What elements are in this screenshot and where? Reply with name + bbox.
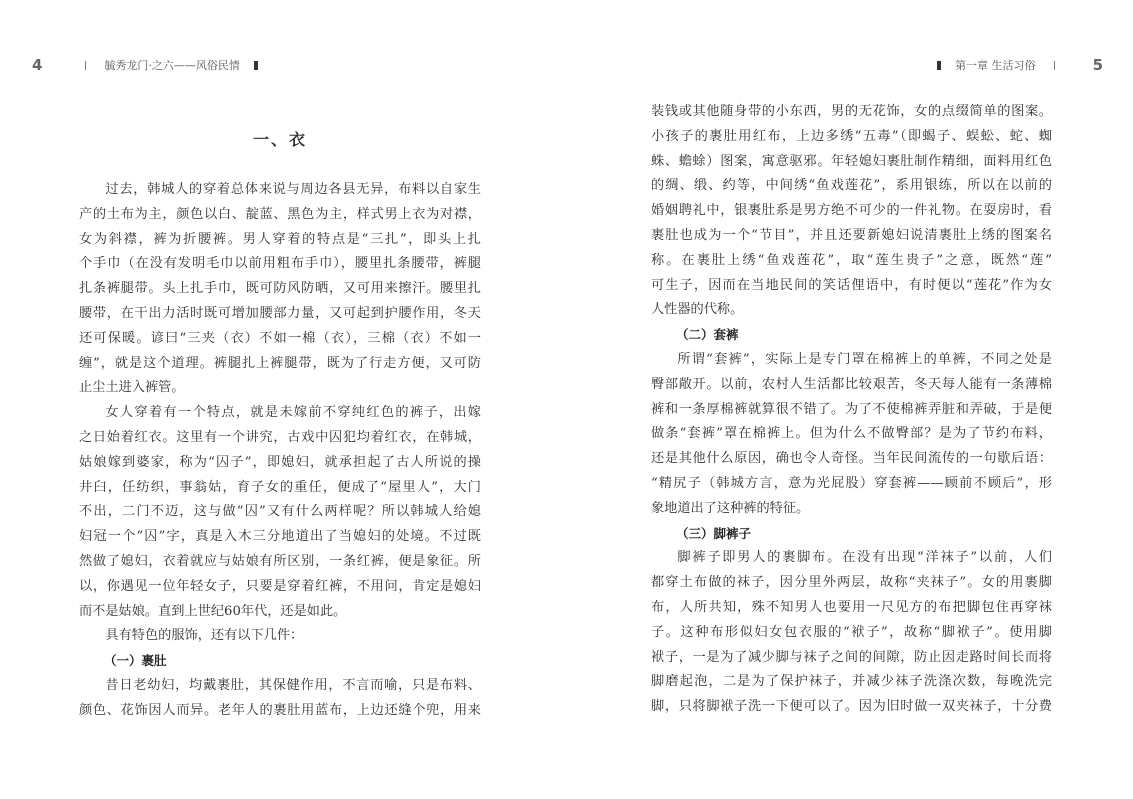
left-page-body bbox=[79, 100, 481, 724]
text-line: 裤和一条厚棉裤就算很不错了。为了不使棉裤弄脏和弄破，于是便 bbox=[651, 401, 1052, 417]
header-marker bbox=[937, 61, 941, 70]
text-line: 做条“套裤”罩在棉裤上。但为什么不做臀部？是为了节约布料， bbox=[651, 426, 1052, 442]
text-line: 脚磨起泡，二是为了保护袜子，并减少袜子洗涤次数，每晚洗完 bbox=[651, 674, 1052, 690]
subsection-heading: （二）套裤 bbox=[676, 327, 739, 343]
paragraph bbox=[651, 546, 1052, 720]
text-line: 扎条裤腿带。头上扎手巾，既可防风防晒，又可用来擦汗。腰里扎 bbox=[79, 281, 481, 297]
right-page-number: 5 bbox=[1092, 56, 1103, 74]
text-line: 可生子，因而在当地民间的笑话俚语中，有时便以“莲花”作为女 bbox=[651, 277, 1052, 293]
text-line: 蛛、蟾蜍）图案，寓意驱邪。年轻媳妇裹肚制作精细，面料用红色 bbox=[651, 153, 1052, 169]
text-line: 子。这种布形似妇女包衣服的“袱子”，故称“脚袱子”。使用脚 bbox=[651, 624, 1052, 640]
book-title: 毓秀龙门·之六——风俗民情 bbox=[104, 59, 240, 72]
text-line: 妇冠一个“囚”字，真是入木三分地道出了当媳妇的处境。不过既 bbox=[79, 529, 481, 545]
section-title: 一、衣 bbox=[252, 130, 307, 149]
paragraph bbox=[79, 178, 481, 401]
text-line: 不出，二门不迈，这与做“囚”又有什么两样呢？所以韩城人给媳 bbox=[79, 504, 481, 520]
right-page bbox=[566, 0, 1133, 799]
paragraph bbox=[651, 100, 1052, 323]
text-line: 裹肚也成为一个“节目”，并且还要新媳妇说清裹肚上绣的图案名 bbox=[651, 227, 1052, 243]
header-divider bbox=[85, 61, 86, 70]
text-line: 腰带，在干出力活时既可增加腰部力量，又可起到护腰作用，冬天 bbox=[79, 305, 481, 321]
paragraph bbox=[651, 348, 1052, 522]
text-line: 象地道出了这种裤的特征。 bbox=[651, 500, 810, 516]
text-line: 姑娘嫁到婆家，称为“囚子”，即媳妇，就承担起了古人所说的操 bbox=[79, 454, 481, 470]
paragraph bbox=[79, 674, 481, 724]
text-line: 脚，只将脚袱子洗一下便可以了。因为旧时做一双夹袜子，十分费 bbox=[651, 699, 1052, 715]
right-body-text bbox=[651, 100, 1052, 720]
text-line: 女人穿着有一个特点，就是未嫁前不穿纯红色的裤子，出嫁 bbox=[105, 405, 481, 421]
text-line: 然做了媳妇，衣着就应与姑娘有所区别，一条红裤，便是象征。所 bbox=[79, 553, 481, 569]
text-line: 装钱或其他随身带的小东西，男的无花饰，女的点缀简单的图案。 bbox=[651, 104, 1052, 119]
text-line: 具有特色的服饰，还有以下几件： bbox=[105, 628, 304, 644]
subsection-heading: （一）裹肚 bbox=[104, 653, 167, 669]
text-line: 井臼，任纺织，事翁姑，育子女的重任，便成了“屋里人”，大门 bbox=[79, 479, 481, 495]
text-line: 以，你遇见一位年轻女子，只要是穿着红裤，不用问，肯定是媳妇 bbox=[79, 578, 481, 594]
text-line: 所谓“套裤”，实际上是专门罩在棉裤上的单裤，不同之处是 bbox=[677, 351, 1052, 367]
text-line: 还可保暖。谚曰“三夹（衣）不如一棉（衣），三棉（衣）不如一 bbox=[79, 330, 481, 346]
text-line: 都穿土布做的袜子，因分里外两层，故称“夹袜子”。女的用裹脚 bbox=[651, 575, 1052, 591]
paragraph bbox=[79, 401, 481, 624]
text-line: 产的土布为主，颜色以白、靛蓝、黑色为主，样式男上衣为对襟， bbox=[79, 206, 481, 222]
text-line: 过去，韩城人的穿着总体来说与周边各县无异，布料以自家生 bbox=[105, 182, 481, 197]
text-line: 的绸、缎、约等，中间绣“鱼戏莲花”，系用银练，所以在以前的 bbox=[651, 178, 1052, 194]
text-line: 臀部敞开。以前，农村人生活都比较艰苦，冬天每人能有一条薄棉 bbox=[651, 376, 1052, 392]
text-line: 布，人所共知，殊不知男人也要用一尺见方的布把脚包住再穿袜 bbox=[651, 599, 1052, 615]
left-page-number: 4 bbox=[32, 56, 43, 74]
header-divider bbox=[1054, 61, 1055, 70]
text-line: 小孩子的裹肚用红布，上边多绣“五毒”（即蝎子、蜈蚣、蛇、蜘 bbox=[651, 128, 1052, 144]
left-body-text bbox=[79, 178, 481, 724]
text-line: 缠”，就是这个道理。裤腿扎上裤腿带，既为了行走方便，又可防 bbox=[79, 355, 481, 371]
text-line: 颜色、花饰因人而异。老年人的裹肚用蓝布，上边还缝个兜，用来 bbox=[79, 702, 481, 718]
right-page-body bbox=[651, 100, 1052, 720]
text-line: 还是其他什么原因，确也令人奇怪。当年民间流传的一句歇后语： bbox=[651, 451, 1052, 467]
text-line: 而不是姑娘。直到上世纪60年代，还是如此。 bbox=[79, 603, 347, 619]
text-line: 个手巾（在没有发明毛巾以前用粗布手巾），腰里扎条腰带，裤腿 bbox=[79, 256, 481, 272]
text-line: 袱子，一是为了减少脚与袜子之间的间隙，防止因走路时间长而将 bbox=[651, 649, 1052, 665]
text-line: 女为斜襟，裤为折腰裤。男人穿着的特点是“三扎”，即头上扎 bbox=[79, 231, 481, 247]
text-line: 婚姻聘礼中，银裹肚系是男方绝不可少的一件礼物。在耍房时，看 bbox=[651, 203, 1052, 219]
text-line: 人性器的代称。 bbox=[651, 302, 744, 318]
text-line: 之日始着红衣。这里有一个讲究，古戏中囚犯均着红衣，在韩城， bbox=[79, 429, 481, 445]
right-running-header bbox=[937, 56, 1103, 74]
chapter-title: 第一章 生活习俗 bbox=[955, 59, 1036, 72]
left-running-header bbox=[32, 56, 258, 74]
text-line: 止尘土进入裤管。 bbox=[79, 380, 185, 396]
paragraph bbox=[79, 624, 481, 649]
subsection-heading: （三）脚裤子 bbox=[676, 525, 752, 541]
text-line: 称。在裹肚上绣“鱼戏莲花”，取“莲生贵子”之意，既然“莲” bbox=[651, 252, 1052, 268]
text-line: 昔日老幼妇，均戴裹肚，其保健作用，不言而喻，只是布料、 bbox=[105, 677, 481, 693]
text-line: 脚裤子即男人的裹脚布。在没有出现“洋袜子”以前，人们 bbox=[677, 550, 1052, 566]
header-marker bbox=[254, 61, 258, 70]
text-line: “精尻子（韩城方言，意为光屁股）穿套裤——顾前不顾后”，形 bbox=[651, 475, 1052, 491]
left-page bbox=[0, 0, 566, 799]
